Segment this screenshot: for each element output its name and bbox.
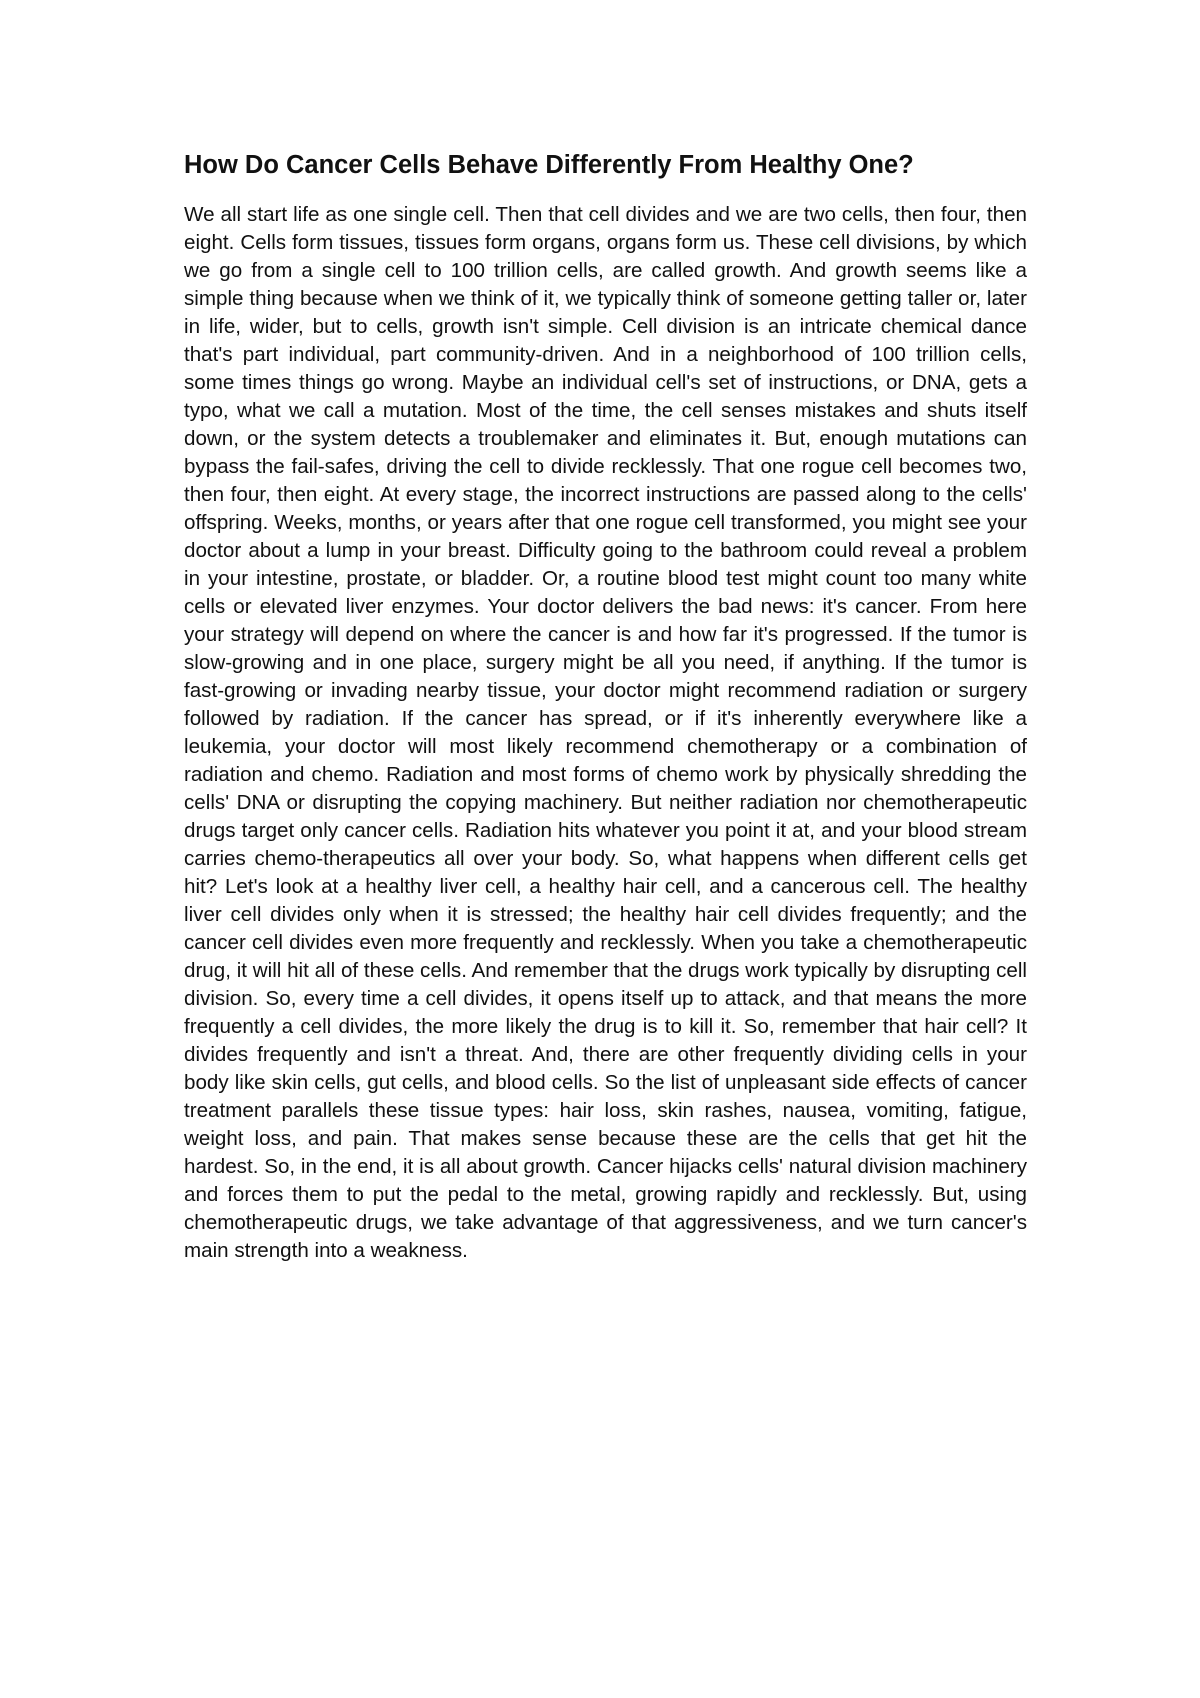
document-title: How Do Cancer Cells Behave Differently From Healthy One? — [184, 151, 914, 179]
document-content — [184, 150, 1027, 1265]
document-body-paragraph: We all start life as one single cell. Then that cell divides and we are two cells, then four, then eight. Cells form tissues, tissues form organs, organs form us. These cell divisions, by which we go from a single cell to 100 trillion cells, are called growth. And growth seems like a simple thing because when we think of it, we typically think of someone getting taller or, later in life, wider, but to cells, growth isn't simple. Cell division is an intricate chemical dance that's part individual, part community-driven. And in a neighborhood of 100 trillion cells, some times things go wrong. Maybe an individual cell's set of instructions, or DNA, gets a typo, what we call a mutation. Most of the time, the cell senses mistakes and shuts itself down, or the system detects a troublemaker and eliminates it. But, enough mutations can bypass the fail-safes, driving the cell to divide recklessly. That one rogue cell becomes two, then four, then eight. At every stage, the incorrect instructions are passed along to the cells' offspring. Weeks, months, or years after that one rogue cell transformed, you might see your doctor about a lump in your breast. Difficulty going to the bathroom could reveal a problem in your intestine, prostate, or bladder. Or, a routine blood test might count too many white cells or elevated liver enzymes. Your doctor delivers the bad news: it's cancer. From here your strategy will depend on where the cancer is and how far it's progressed. If the tumor is slow-growing and in one place, surgery might be all you need, if anything. If the tumor is fast-growing or invading nearby tissue, your doctor might recommend radiation or surgery followed by radiation. If the cancer has spread, or if it's inherently everywhere like a leukemia, your doctor will most likely recommend chemotherapy or a combination of radiation and chemo. Radiation and most forms of chemo work by physically shredding the cells' DNA or disrupting the copying machinery. But neither radiation nor chemotherapeutic drugs target only cancer cells. Radiation hits whatever you point it at, and your blood stream carries chemo-therapeutics all over your body. So, what happens when different cells get hit? Let's look at a healthy liver cell, a healthy hair cell, and a cancerous cell. The healthy liver cell divides only when it is stressed; the healthy hair cell divides frequently; and the cancer cell divides even more frequently and recklessly. When you take a chemotherapeutic drug, it will hit all of these cells. And remember that the drugs work typically by disrupting cell division. So, every time a cell divides, it opens itself up to attack, and that means the more frequently a cell divides, the more likely the drug is to kill it. So, remember that hair cell? It divides frequently and isn't a threat. And, there are other frequently dividing cells in your body like skin cells, gut cells, and blood cells. So the list of unpleasant side effects of cancer treatment parallels these tissue types: hair loss, skin rashes, nausea, vomiting, fatigue, weight loss, and pain. That makes sense because these are the cells that get hit the hardest. So, in the end, it is all about growth. Cancer hijacks cells' natural division machinery and forces them to put the pedal to the metal, growing rapidly and recklessly. But, using chemotherapeutic drugs, we take advantage of that aggressiveness, and we turn cancer's main strength into a weakness. — [184, 202, 1027, 1262]
